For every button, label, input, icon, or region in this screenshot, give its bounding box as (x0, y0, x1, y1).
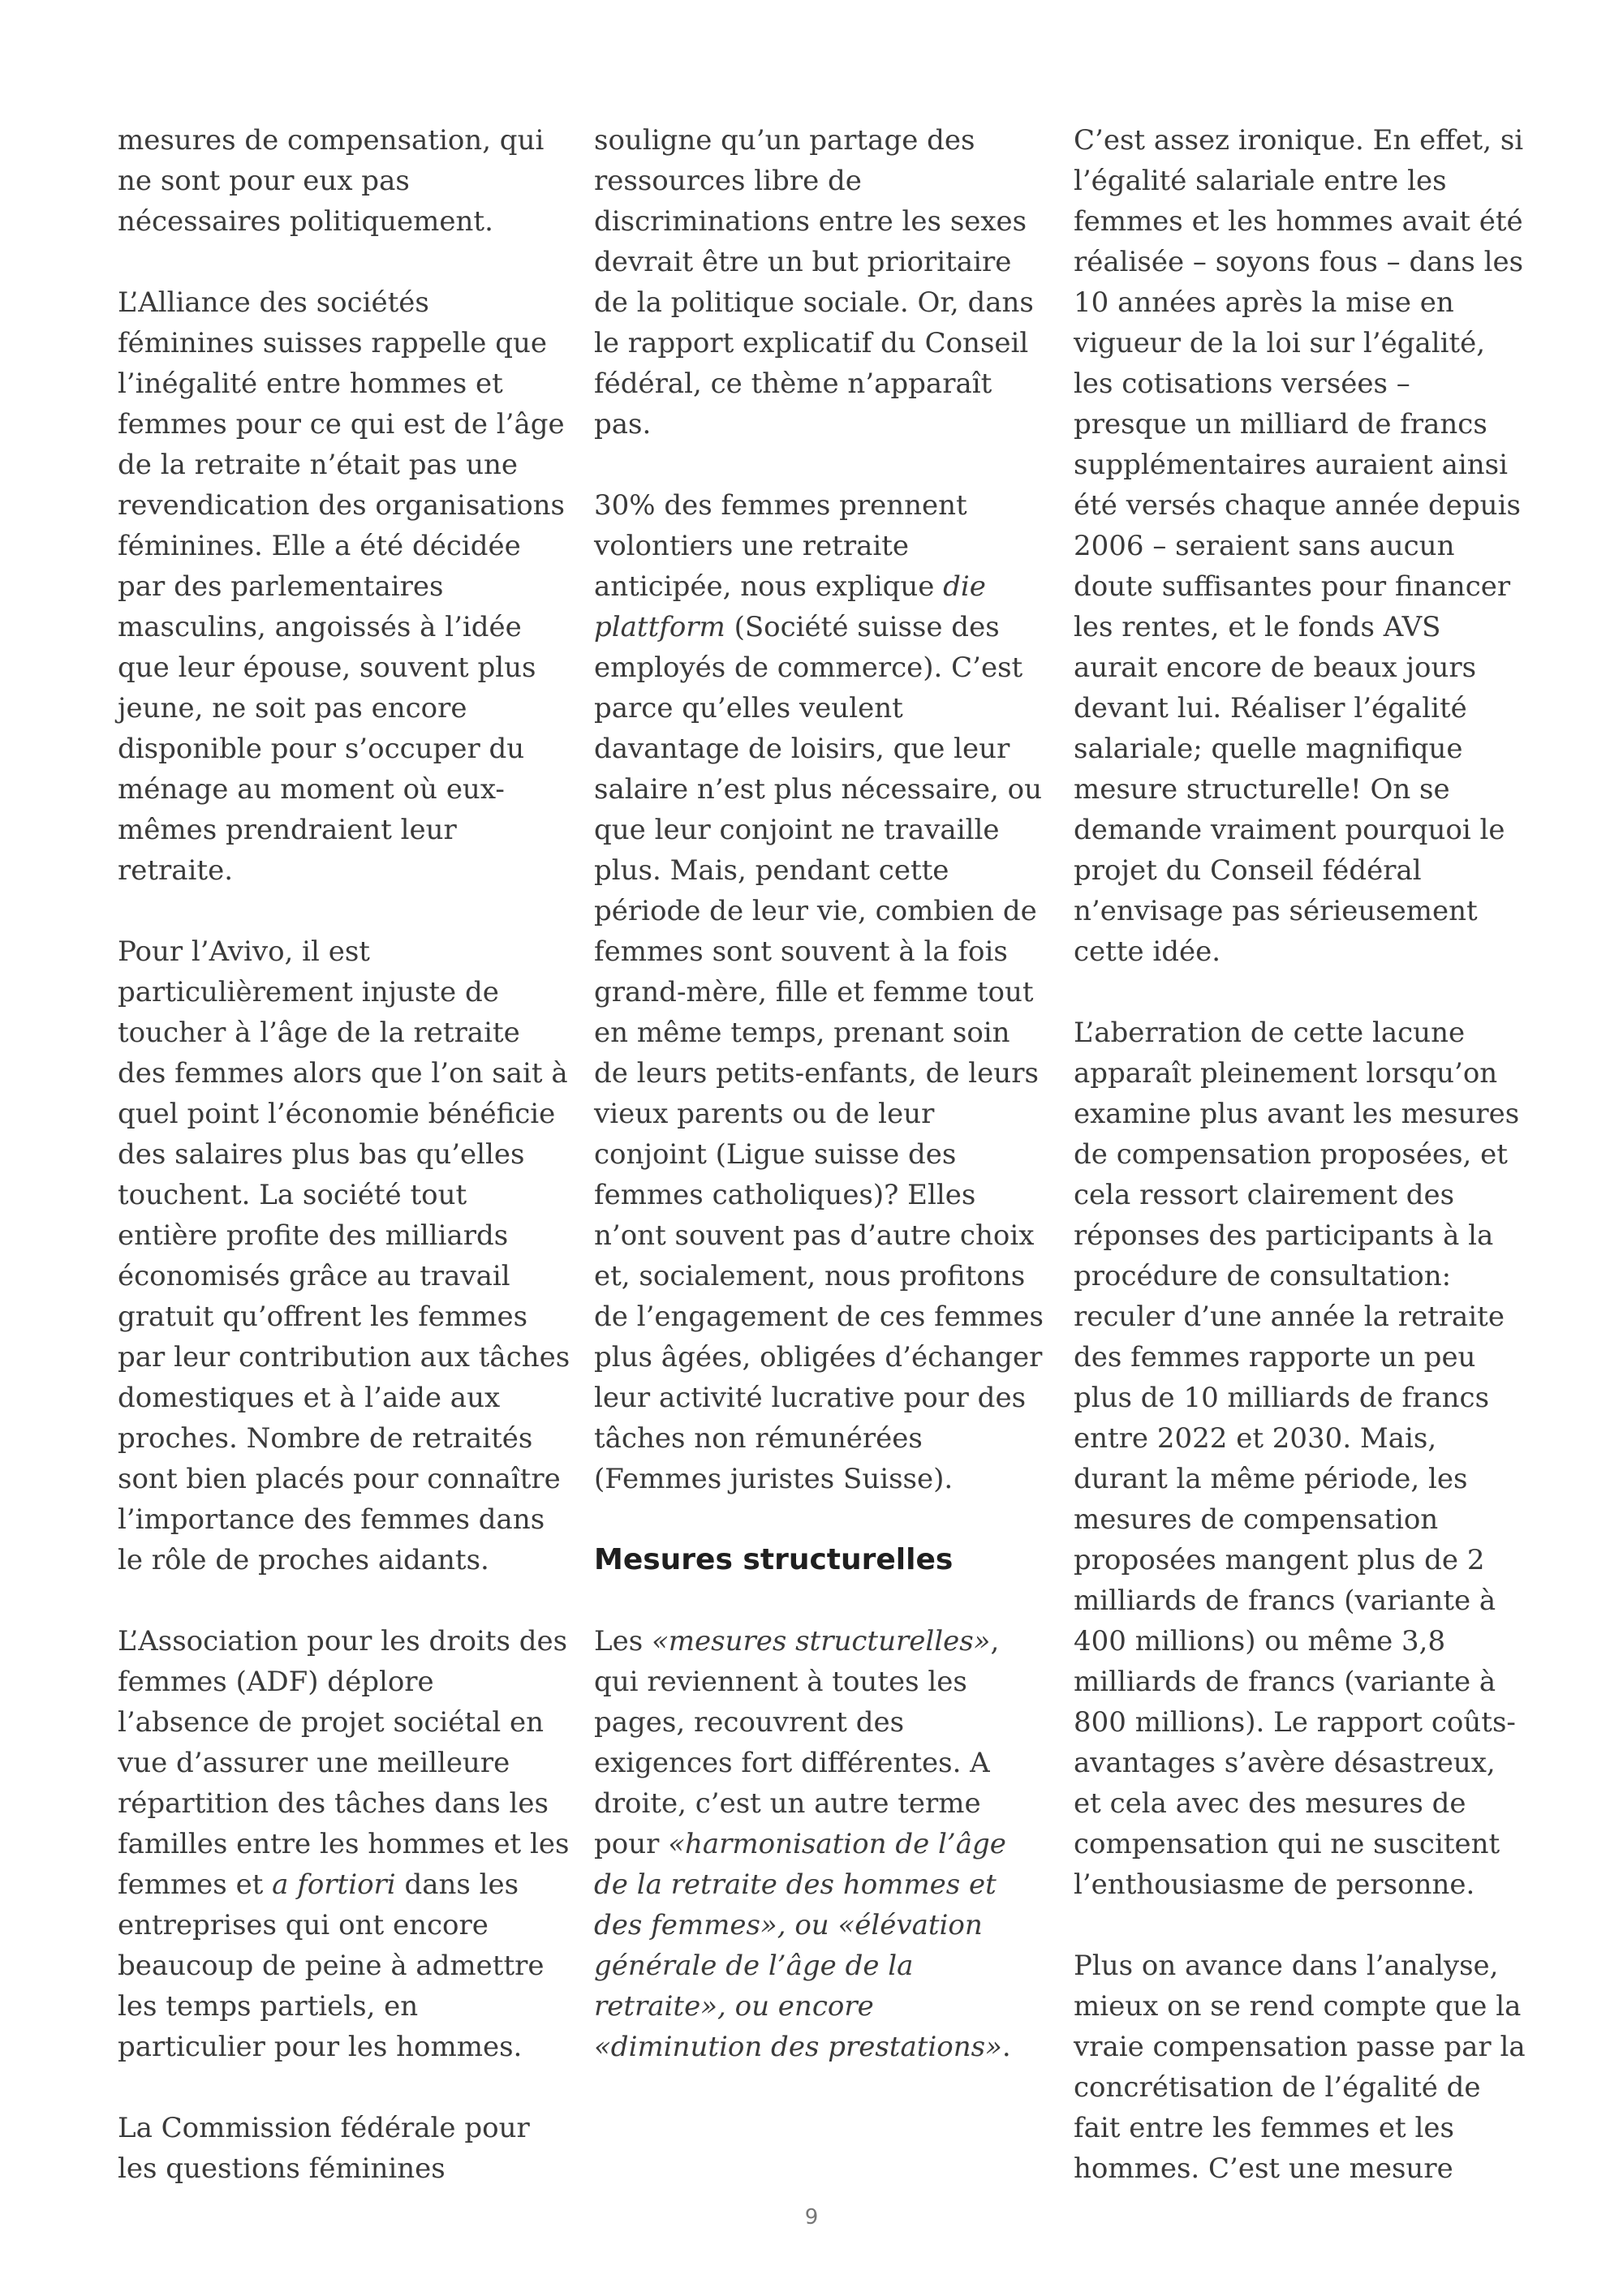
text-column-1 (118, 120, 572, 2189)
paragraph (118, 1621, 572, 2067)
paragraph-text: Les (594, 1625, 652, 1658)
paragraph-emphasis: a fortiori (272, 1868, 396, 1901)
paragraph: C’est assez ironique. En effet, si l’égalité salariale entre les femmes et les hommes avait été réalisée – soyons fous – dans les 10 années après la mise en vigueur de la loi sur l’égalité, les cotisations versées – presque un milliard de francs supplémentaires auraient ainsi été versés chaque année depuis 2006 – seraient sans aucun doute suffisantes pour financer les rentes, et le fonds AVS aurait encore de beaux jours devant lui. Réaliser l’égalité salariale; quelle magnifique mesure structurelle! On se demande vraiment pourquoi le projet du Conseil fédéral n’envisage pas sérieusement cette idée. (1074, 124, 1524, 968)
paragraph-emphasis: die plattform (594, 570, 986, 643)
text-column-3 (1074, 120, 1528, 2189)
paragraph: mesures de compensation, qui ne sont pour eux pas nécessaires politiquement. (118, 124, 545, 238)
paragraph (594, 1621, 1048, 2067)
paragraph: La Commission fédérale pour les questions féminines (118, 2112, 530, 2185)
paragraph: Pour l’Avivo, il est particulièrement injuste de toucher à l’âge de la retraite des femmes alors que l’on sait à quel point l’économie bénéficie des salaires plus bas qu’elles touchent. La société tout entière profite des milliards économisés grâce au travail gratuit qu’offrent les femmes par leur contribution aux tâches domestiques et à l’aide aux proches. Nombre de retraités sont bien placés pour connaître l’importance des femmes dans le rôle de proches aidants. (118, 935, 570, 1576)
page-number: 9 (804, 2205, 819, 2229)
paragraph: L’Alliance des sociétés féminines suisses rappelle que l’inégalité entre hommes et femmes pour ce qui est de l’âge de la retraite n’était pas une revendication des organisations féminines. Elle a été décidée par des parlementaires masculins, angoissés à l’idée que leur épouse, souvent plus jeune, ne soit pas encore disponible pour s’occuper du ménage au moment où eux-mêmes prendraient leur retraite. (118, 286, 566, 887)
paragraph: Plus on avance dans l’analyse, mieux on se rend compte que la vraie compensation passe par la concrétisation de l’égalité de fait entre les femmes et les hommes. C’est une mesure (1074, 1950, 1526, 2185)
paragraph-emphasis: «harmonisation de l’âge de la retraite des hommes et des femmes», ou «élévation générale de l’âge de la retraite», ou encore «diminution des prestations» (594, 1828, 1006, 2063)
paragraph-emphasis: «mesures structurelles» (651, 1625, 991, 1658)
section-heading: Mesures structurelles (594, 1543, 954, 1576)
paragraph-text: dans les entreprises qui ont encore beaucoup de peine à admettre les temps partiels, en particulier pour les hommes. (118, 1868, 545, 2063)
paragraph-text: 30% des femmes prennent volontiers une retraite anticipée, nous explique (594, 489, 967, 603)
paragraph-text: (Société suisse des employés de commerce). C’est parce qu’elles veulent davantage de loisirs, que leur salaire n’est plus nécessaire, ou que leur conjoint ne travaille plus. Mais, pendant cette période de leur vie, combien de femmes sont souvent à la fois grand-mère, fille et femme tout en même temps, prenant soin de leurs petits-enfants, de leurs vieux parents ou de leur conjoint (Ligue suisse des femmes catholiques)? Elles n’ont souvent pas d’autre choix et, socialement, nous profitons de l’engagement de ces femmes plus âgées, obligées d’échanger leur activité lucrative pour des tâches non rémunérées (Femmes juristes Suisse). (594, 611, 1044, 1495)
paragraph: L’aberration de cette lacune apparaît pleinement lorsqu’on examine plus avant les mesures de compensation proposées, et cela ressort clairement des réponses des participants à la procédure de consultation: reculer d’une année la retraite des femmes rapporte un peu plus de 10 milliards de francs entre 2022 et 2030. Mais, durant la même période, les mesures de compensation proposées mangent plus de 2 milliards de francs (variante à 400 millions) ou même 3,8 milliards de francs (variante à 800 millions). Le rapport coûts-avantages s’avère désastreux, et cela avec des mesures de compensation qui ne suscitent l’enthousiasme de personne. (1074, 1017, 1520, 1901)
paragraph: souligne qu’un partage des ressources libre de discriminations entre les sexes devrait être un but prioritaire de la politique sociale. Or, dans le rapport explicatif du Conseil fédéral, ce thème n’apparaît pas. (594, 124, 1034, 441)
paragraph (594, 485, 1048, 1499)
text-column-2 (594, 120, 1048, 2067)
paragraph-text: . (1001, 2031, 1011, 2063)
paragraph-text: L’Association pour les droits des femmes (ADF) déplore l’absence de projet sociétal en vue d’assurer une meilleure répartition des tâches dans les familles entre les hommes et les femmes et (118, 1625, 570, 1901)
paragraph-text: , qui reviennent à toutes les pages, recouvrent des exigences fort différentes. A droite, c’est un autre terme pour (594, 1625, 1000, 1860)
